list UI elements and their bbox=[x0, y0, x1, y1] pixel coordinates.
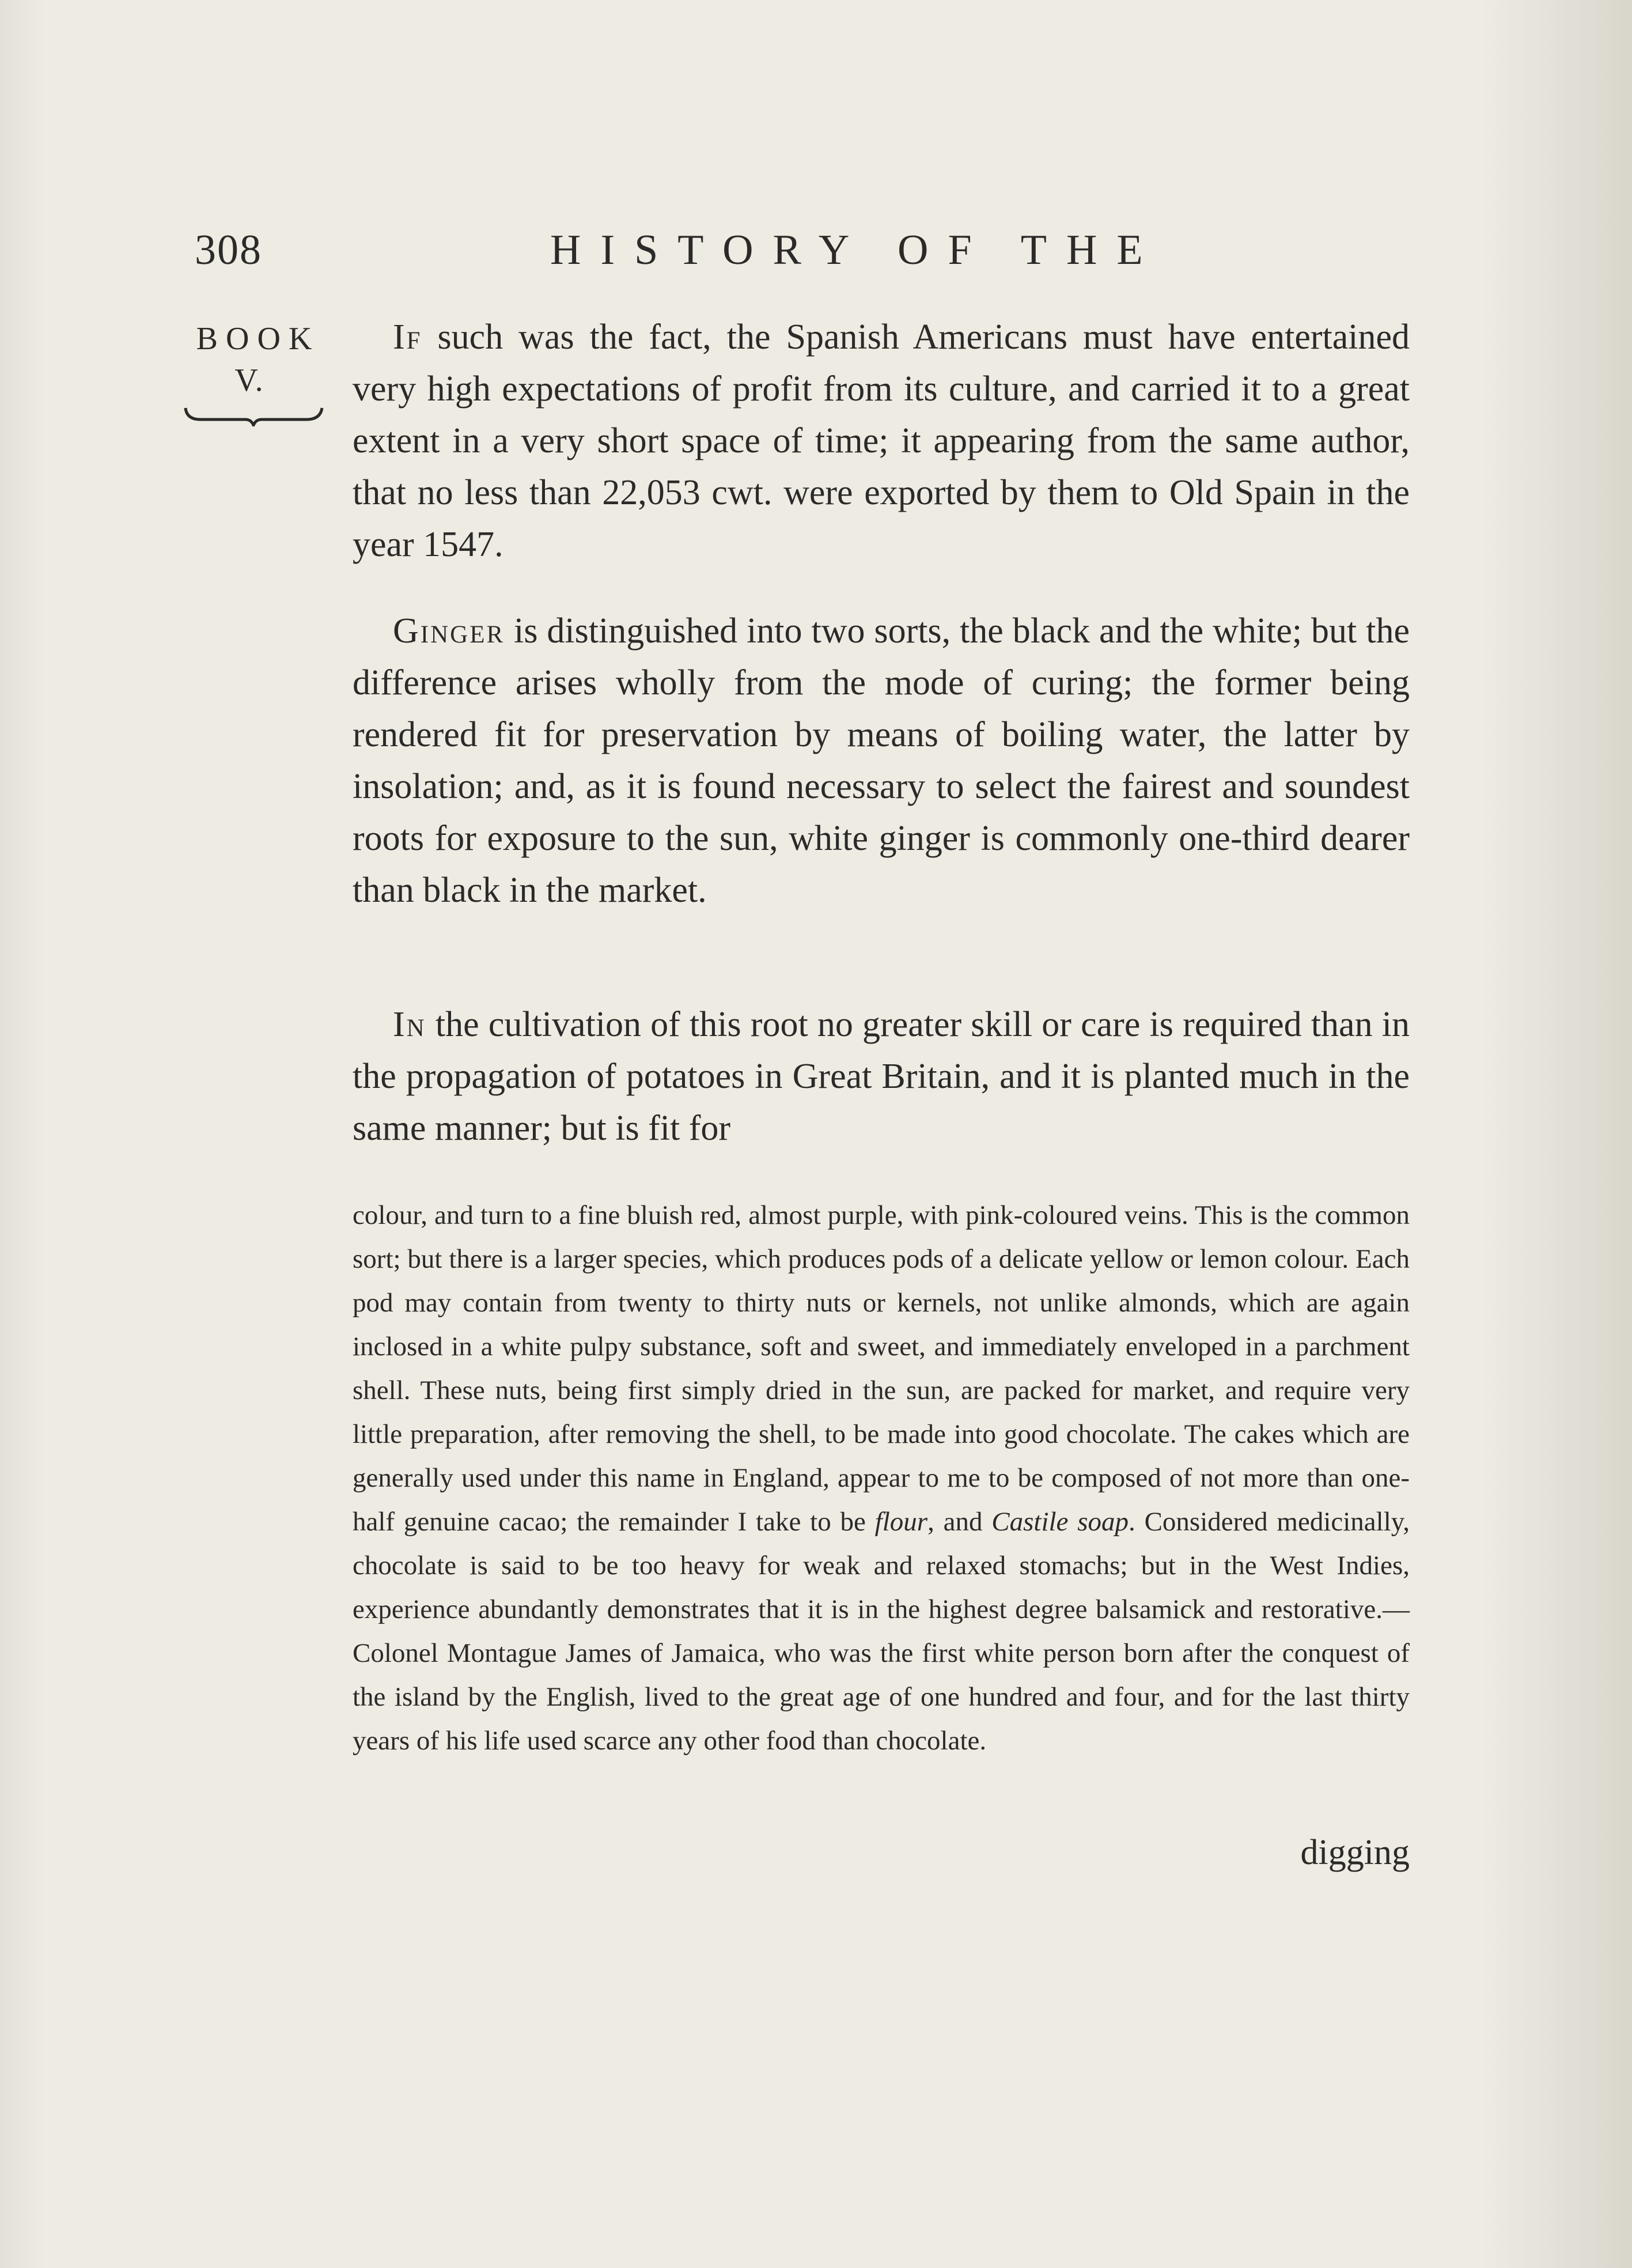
page-number: 308 bbox=[195, 226, 262, 274]
footnote-italic-castile-soap: Castile soap bbox=[991, 1507, 1129, 1537]
paragraph-3 bbox=[353, 999, 1410, 1154]
catchword: digging bbox=[1300, 1833, 1410, 1872]
footnote-italic-flour: flour bbox=[874, 1507, 928, 1537]
paragraph-1 bbox=[353, 311, 1410, 570]
paragraph-1-text: such was the fact, the Spanish Americans must have entertained very high expectations of profit from its culture, and carried it to a great extent in a very short space of time; it appearing from the same author, that no less than 22,053 cwt. were exported by them to Old Spain in the year 1547. bbox=[353, 317, 1410, 564]
paragraph-3-lead: In bbox=[393, 1005, 426, 1044]
footnote-text-3: . Considered medicinally, chocolate is said to be too heavy for weak and relaxed stomachs; but in the West Indies, experience abundantly demonstrates that it is in the highest degree balsamick and restorative.—Colonel Montague James of Jamaica, who was the first white person born after the conquest of the island by the English, lived to the great age of one hundred and four, and for the last thirty years of his life used scarce any other food than chocolate. bbox=[353, 1507, 1410, 1756]
margin-brace-ornament bbox=[183, 403, 324, 426]
paragraph-2-text: is distinguished into two sorts, the black and the white; but the difference arises wholly from the mode of curing; the former being rendered fit for preservation by means of boiling water, the latter by insolation; and, as it is found necessary to select the fairest and soundest roots for exposure to the sun, white ginger is commonly one-third dearer than black in the market. bbox=[353, 611, 1410, 910]
paragraph-3-text: the cultivation of this root no greater skill or care is required than in the propagation of potatoes in Great Britain, and it is planted much in the same manner; but is fit for bbox=[353, 1005, 1410, 1148]
page-edge-shadow bbox=[1482, 0, 1632, 2268]
paragraph-1-lead: If bbox=[393, 317, 422, 357]
volume-label: V. bbox=[234, 362, 264, 398]
footnote-text-2: , and bbox=[927, 1507, 992, 1537]
margin-book-label bbox=[183, 318, 333, 401]
footnote bbox=[353, 1193, 1410, 1763]
page-gutter-shadow bbox=[0, 0, 46, 2268]
paragraph-2-lead: Ginger bbox=[393, 611, 505, 651]
paragraph-2 bbox=[353, 605, 1410, 916]
running-head: HISTORY OF THE bbox=[550, 226, 1163, 274]
book-label: BOOK bbox=[196, 321, 320, 357]
footnote-text-1: colour, and turn to a fine bluish red, almost purple, with pink-coloured veins. This is the common sort; but there is a larger species, which produces pods of a delicate yellow or lemon colour. Each pod may contain from twenty to thirty nuts or kernels, not unlike almonds, which are again inclosed in a white pulpy substance, soft and sweet, and immediately enveloped in a parchment shell. These nuts, being first simply dried in the sun, are packed for market, and require very little preparation, after removing the shell, to be made into good chocolate. The cakes which are generally used under this name in England, appear to me to be composed of not more than one-half genuine cacao; the remainder I take to be bbox=[353, 1200, 1410, 1537]
